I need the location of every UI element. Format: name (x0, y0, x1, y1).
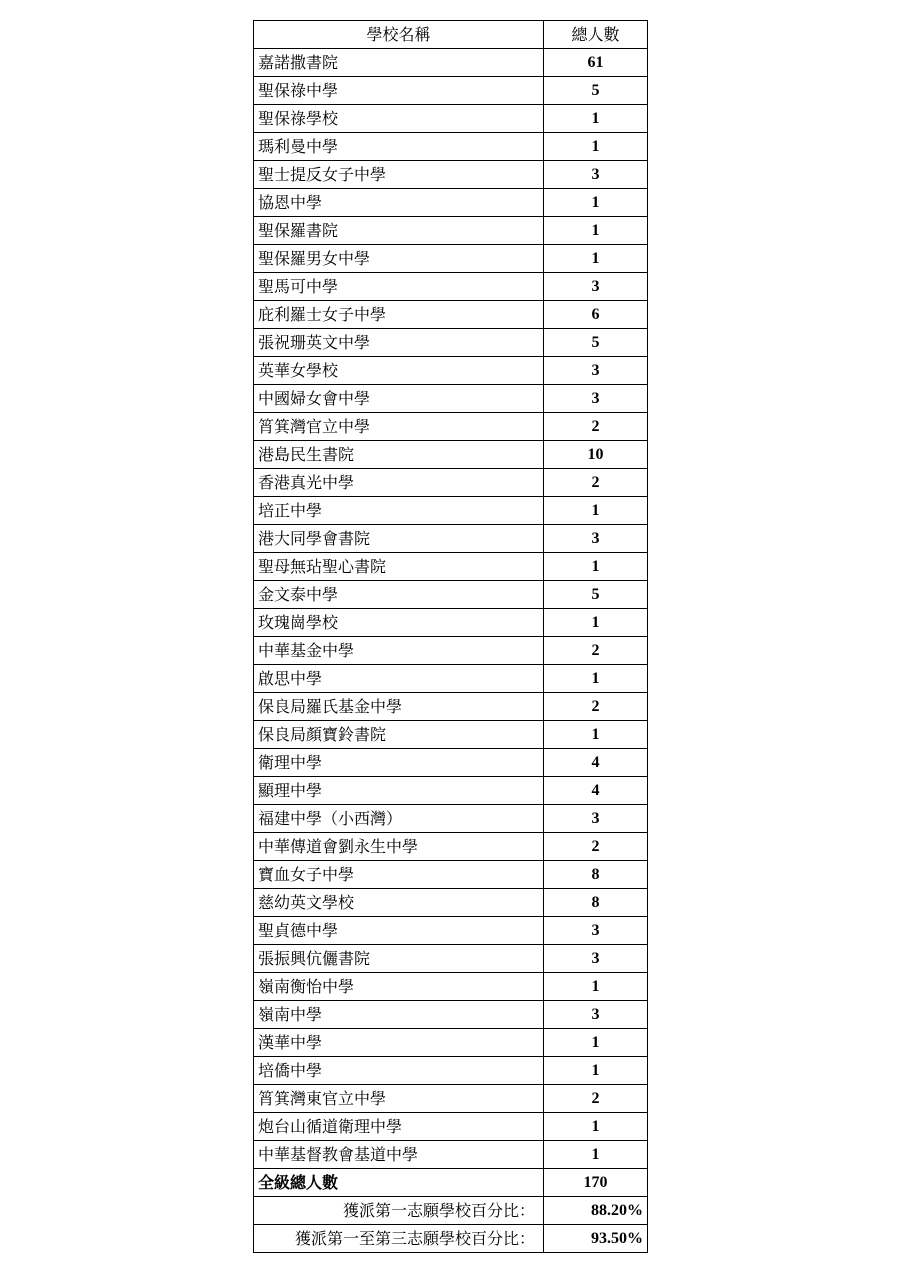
school-name-cell: 培僑中學 (254, 1057, 544, 1085)
table-row (254, 1113, 648, 1141)
school-name-cell: 聖保羅男女中學 (254, 245, 544, 273)
school-name-cell: 啟思中學 (254, 665, 544, 693)
school-name-cell: 英華女學校 (254, 357, 544, 385)
table-row (254, 1057, 648, 1085)
school-name-cell: 聖貞德中學 (254, 917, 544, 945)
school-name-cell: 保良局羅氏基金中學 (254, 693, 544, 721)
school-name-cell: 庇利羅士女子中學 (254, 301, 544, 329)
table-row (254, 105, 648, 133)
table-row (254, 945, 648, 973)
first-choice-value: 88.20% (544, 1197, 648, 1225)
table-row (254, 357, 648, 385)
school-name-cell: 衛理中學 (254, 749, 544, 777)
table-row (254, 833, 648, 861)
table-row (254, 301, 648, 329)
student-count-cell: 5 (544, 77, 648, 105)
table-row (254, 77, 648, 105)
student-count-cell: 2 (544, 1085, 648, 1113)
student-count-cell: 3 (544, 805, 648, 833)
allocation-table (253, 20, 648, 1253)
school-name-cell: 張振興伉儷書院 (254, 945, 544, 973)
school-name-cell: 保良局顏寶鈴書院 (254, 721, 544, 749)
student-count-cell: 2 (544, 833, 648, 861)
school-name-cell: 港大同學會書院 (254, 525, 544, 553)
student-count-cell: 1 (544, 721, 648, 749)
table-row (254, 861, 648, 889)
table-row (254, 581, 648, 609)
student-count-cell: 3 (544, 161, 648, 189)
school-name-cell: 聖母無玷聖心書院 (254, 553, 544, 581)
school-name-cell: 聖馬可中學 (254, 273, 544, 301)
table-row (254, 973, 648, 1001)
school-name-cell: 福建中學（小西灣） (254, 805, 544, 833)
table-header-row (254, 21, 648, 49)
table-row (254, 917, 648, 945)
student-count-cell: 2 (544, 413, 648, 441)
table-row (254, 1001, 648, 1029)
table-row (254, 497, 648, 525)
total-row (254, 1169, 648, 1197)
school-name-cell: 嶺南中學 (254, 1001, 544, 1029)
table-row (254, 217, 648, 245)
student-count-cell: 1 (544, 665, 648, 693)
school-name-cell: 培正中學 (254, 497, 544, 525)
student-count-cell: 1 (544, 1057, 648, 1085)
school-name-cell: 金文泰中學 (254, 581, 544, 609)
student-count-cell: 10 (544, 441, 648, 469)
student-count-cell: 2 (544, 637, 648, 665)
student-count-cell: 1 (544, 1141, 648, 1169)
top-three-choice-value: 93.50% (544, 1225, 648, 1253)
table-row (254, 1085, 648, 1113)
student-count-cell: 1 (544, 133, 648, 161)
student-count-cell: 8 (544, 861, 648, 889)
table-row (254, 413, 648, 441)
top-three-choice-label: 獲派第一至第三志願學校百分比： (254, 1225, 544, 1253)
total-count: 170 (544, 1169, 648, 1197)
school-name-cell: 聖保祿中學 (254, 77, 544, 105)
school-name-cell: 瑪利曼中學 (254, 133, 544, 161)
school-name-cell: 慈幼英文學校 (254, 889, 544, 917)
student-count-cell: 5 (544, 581, 648, 609)
table-row (254, 1141, 648, 1169)
school-name-cell: 張祝珊英文中學 (254, 329, 544, 357)
table-row (254, 133, 648, 161)
student-count-cell: 1 (544, 553, 648, 581)
school-name-cell: 寶血女子中學 (254, 861, 544, 889)
student-count-cell: 2 (544, 693, 648, 721)
table-row (254, 525, 648, 553)
table-row (254, 721, 648, 749)
table-row (254, 609, 648, 637)
table-row (254, 329, 648, 357)
student-count-cell: 1 (544, 245, 648, 273)
student-count-cell: 4 (544, 777, 648, 805)
student-count-cell: 3 (544, 917, 648, 945)
student-count-cell: 1 (544, 217, 648, 245)
student-count-cell: 3 (544, 385, 648, 413)
student-count-cell: 8 (544, 889, 648, 917)
table-row (254, 1029, 648, 1057)
school-name-cell: 中國婦女會中學 (254, 385, 544, 413)
school-name-cell: 中華基督教會基道中學 (254, 1141, 544, 1169)
school-name-cell: 聖士提反女子中學 (254, 161, 544, 189)
student-count-cell: 3 (544, 525, 648, 553)
school-name-cell: 炮台山循道衛理中學 (254, 1113, 544, 1141)
table-row (254, 189, 648, 217)
school-name-cell: 中華基金中學 (254, 637, 544, 665)
first-choice-label: 獲派第一志願學校百分比： (254, 1197, 544, 1225)
student-count-cell: 1 (544, 497, 648, 525)
student-count-cell: 6 (544, 301, 648, 329)
school-name-cell: 嘉諾撒書院 (254, 49, 544, 77)
student-count-cell: 1 (544, 1113, 648, 1141)
school-name-cell: 香港真光中學 (254, 469, 544, 497)
school-name-cell: 顯理中學 (254, 777, 544, 805)
table-row (254, 553, 648, 581)
table-row (254, 637, 648, 665)
student-count-cell: 3 (544, 1001, 648, 1029)
student-count-cell: 1 (544, 973, 648, 1001)
student-count-cell: 3 (544, 273, 648, 301)
school-name-cell: 筲箕灣東官立中學 (254, 1085, 544, 1113)
school-name-cell: 玫瑰崗學校 (254, 609, 544, 637)
student-count-cell: 1 (544, 1029, 648, 1057)
header-school-name: 學校名稱 (254, 21, 544, 49)
table-row (254, 889, 648, 917)
table-row (254, 161, 648, 189)
student-count-cell: 1 (544, 189, 648, 217)
student-count-cell: 5 (544, 329, 648, 357)
student-count-cell: 4 (544, 749, 648, 777)
header-total-count: 總人數 (544, 21, 648, 49)
table-row (254, 749, 648, 777)
table-body (254, 49, 648, 1169)
table-row (254, 693, 648, 721)
student-count-cell: 61 (544, 49, 648, 77)
school-name-cell: 中華傳道會劉永生中學 (254, 833, 544, 861)
table-row (254, 805, 648, 833)
total-label: 全級總人數 (254, 1169, 544, 1197)
table-row (254, 245, 648, 273)
school-name-cell: 聖保祿學校 (254, 105, 544, 133)
table-row (254, 49, 648, 77)
school-name-cell: 漢華中學 (254, 1029, 544, 1057)
table-row (254, 273, 648, 301)
student-count-cell: 3 (544, 945, 648, 973)
table-row (254, 665, 648, 693)
student-count-cell: 1 (544, 105, 648, 133)
top-three-choice-row (254, 1225, 648, 1253)
school-name-cell: 筲箕灣官立中學 (254, 413, 544, 441)
table-row (254, 777, 648, 805)
student-count-cell: 1 (544, 609, 648, 637)
table-row (254, 441, 648, 469)
school-name-cell: 聖保羅書院 (254, 217, 544, 245)
table-row (254, 469, 648, 497)
student-count-cell: 3 (544, 357, 648, 385)
student-count-cell: 2 (544, 469, 648, 497)
table-row (254, 385, 648, 413)
first-choice-row (254, 1197, 648, 1225)
school-name-cell: 港島民生書院 (254, 441, 544, 469)
school-name-cell: 嶺南衡怡中學 (254, 973, 544, 1001)
school-name-cell: 協恩中學 (254, 189, 544, 217)
